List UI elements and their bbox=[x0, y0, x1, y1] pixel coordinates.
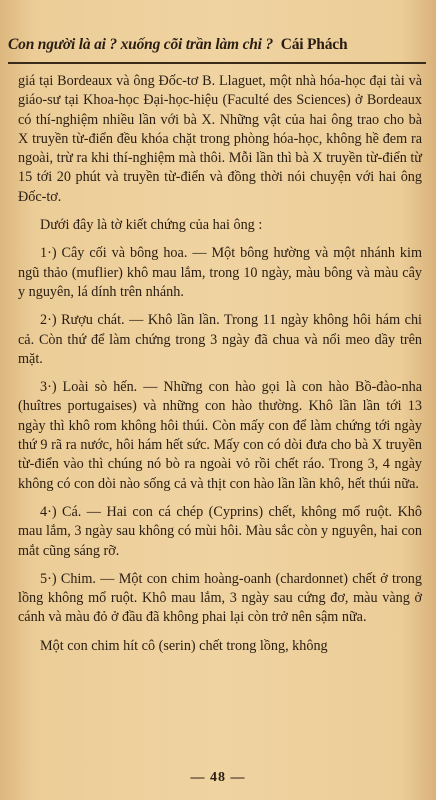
paragraph-4: 2·) Rượu chát. — Khô lần lần. Trong 11 ngày không hôi hám chi cả. Còn thứ để làm chứng trong 3 ngày đã chua và nổi meo dầy trên mặt. bbox=[18, 312, 422, 367]
paragraph-3: 1·) Cây cối và bông hoa. — Một bông hường và một nhánh kim ngũ thảo (muflier) khô mau lắm, trong 10 ngày, màu bông và màu cây y nguyên, lá dính trên nhánh. bbox=[18, 245, 422, 300]
paragraph-6: 4·) Cá. — Hai con cá chép (Cyprins) chết, không mổ ruột. Khô mau lắm, 3 ngày sau không có mùi hôi. Màu sắc còn y nguyên, hai con mắt cũng sáng rỡ. bbox=[18, 503, 422, 559]
paragraph-1: giá tại Bordeaux và ông Đốc-tơ B. Llaguet, một nhà hóa-học đại tài và giáo-sư tại Khoa-học Đại-học-hiệu (Faculté des Sciences) ở Bordeaux có thí-nghiệm nhiều lần với bà X. Những vật của hai ông trao cho bà X truyền từ-điển đều khóa chặt trong phòng hóa-học, không hề đem ra ngoài, trừ ra khi thí-nghiệm mà thôi. Mỗi lần thì bà X truyền từ-điển từ 15 tới 20 phút và truyền từ-điển và đồng thời nói chuyện với hai ông Đốc-tơ. bbox=[18, 73, 422, 205]
paragraph-2: Dưới đây là tờ kiết chứng của hai ông : bbox=[40, 217, 263, 234]
paragraph-5: 3·) Loài sò hến. — Những con hào gọi là con hào Bồ-đào-nha (huîtres portugaises) và những con hào thường. Khô lần lần tới 13 ngày thì khô rom không hôi thúi. Còn mấy con để làm chứng tới ngày thứ 9 rã ra nước, hôi hám hết sức. Mấy con có dòi đưa cho bà X truyền từ-điển vào thì chúng nó bò ra ngoài vỏ rồi chết ráo. Trong 3, 4 ngày không có con dòi nào sống cả và thịt con hào lần lần khô, hết thúi nữa. bbox=[18, 379, 422, 492]
page-number: — 48 — bbox=[190, 770, 246, 785]
page-body bbox=[18, 72, 422, 665]
header-author: Cái Phách bbox=[280, 36, 348, 53]
paragraph-7: 5·) Chim. — Một con chim hoàng-oanh (chardonnet) chết ở trong lồng không mổ ruột. Khô mau lắm, 3 ngày sau cứng đơ, màu vàng ở cánh và màu đỏ ở đầu đã không phai lại còn trở nên sậm nữa. bbox=[18, 570, 422, 626]
header-rule bbox=[8, 62, 426, 64]
header-title: Con người là ai ? xuống cõi trần làm chi ? bbox=[8, 36, 274, 53]
paragraph-8: Một con chim hít cô (serin) chết trong lồng, không bbox=[40, 637, 328, 654]
running-header bbox=[8, 36, 428, 54]
